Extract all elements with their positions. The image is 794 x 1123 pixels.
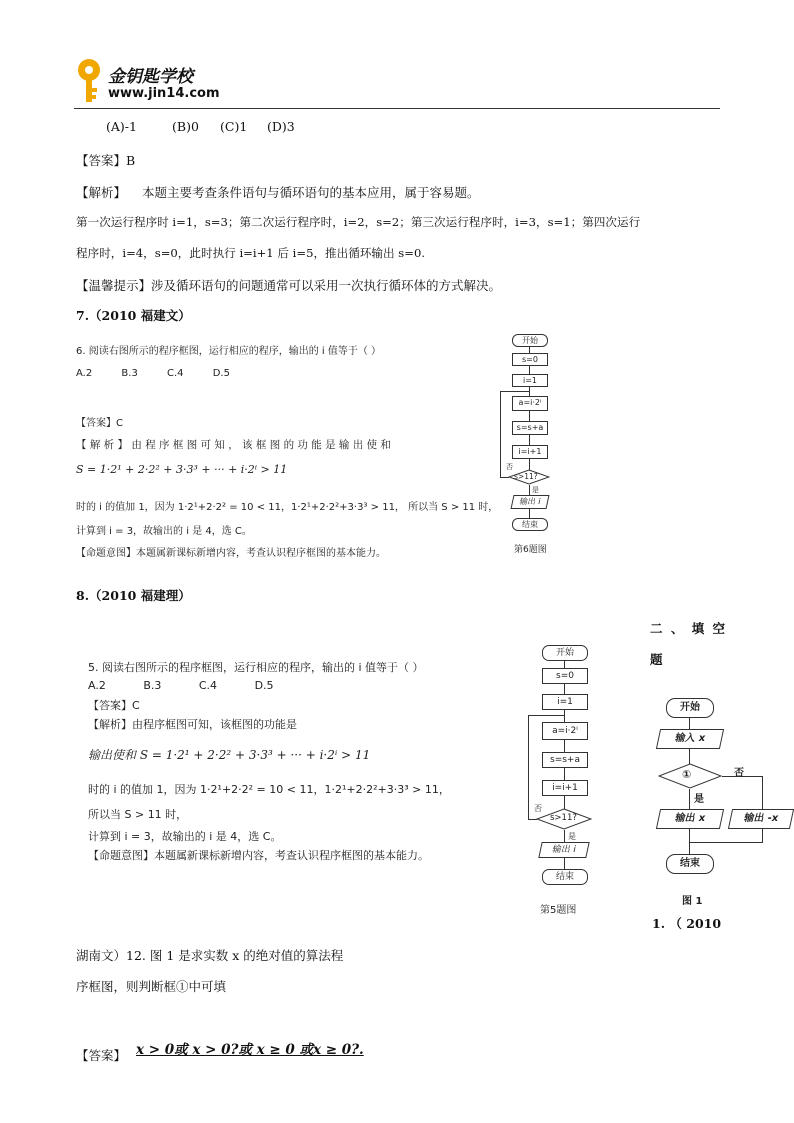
flow-s: s=s+a bbox=[542, 752, 588, 768]
q6-tip bbox=[76, 276, 501, 294]
q8-scanned-block bbox=[88, 657, 508, 867]
flow-end: 结束 bbox=[666, 854, 714, 874]
flow-s0: s=0 bbox=[512, 353, 548, 366]
flow-a: a=i·2ⁱ bbox=[512, 396, 548, 411]
figure-caption: 第5题图 bbox=[540, 905, 577, 916]
flow-yes: 是 bbox=[532, 486, 539, 494]
flow-out1: 输出 x bbox=[656, 809, 724, 829]
q8-choices bbox=[88, 679, 274, 692]
q7-heading: 7.（2010 福建文） bbox=[76, 308, 191, 323]
choice-b: (B)0 bbox=[172, 119, 199, 134]
q8-analysis-3: 所以当 S > 11 时， bbox=[88, 808, 188, 821]
choice: D.5 bbox=[212, 368, 230, 379]
flow-end: 结束 bbox=[512, 518, 548, 531]
q8-analysis-1: 【解析】由程序框图可知，该框图的功能是 bbox=[88, 718, 297, 731]
q6-run-line1: 第一次运行程序时 i=1，s=3；第二次运行程序时，i=2，s=2；第三次运行程序时，i=3，s=1；第四次运行 bbox=[76, 215, 641, 229]
q7-question: 6. 阅读右图所示的程序框图，运行相应的程序，输出的 i 值等于（ ） bbox=[76, 346, 382, 357]
header-rule bbox=[74, 108, 720, 109]
analysis-text: 本题主要考查条件语句与循环语句的基本应用，属于容易题。 bbox=[142, 185, 480, 200]
choice: A.2 bbox=[88, 679, 106, 692]
figure-caption: 图 1 bbox=[682, 896, 703, 907]
q8-question: 5. 阅读右图所示的程序框图，运行相应的程序，输出的 i 值等于（ ） bbox=[88, 661, 424, 674]
choice: A.2 bbox=[76, 368, 93, 379]
flow-yes: 是 bbox=[568, 832, 576, 841]
flow-ii: i=i+1 bbox=[512, 445, 548, 459]
choice-c: (C)1 bbox=[220, 119, 248, 134]
figure-caption: 第6题图 bbox=[514, 545, 547, 555]
q8-formula: 输出使和 S = 1·2¹ + 2·2² + 3·3³ + ··· + i·2ⁱ > 11 bbox=[88, 748, 371, 762]
flow-input: 输入 x bbox=[656, 729, 724, 749]
q7-intent: 【命题意图】本题属新课标新增内容，考查认识程序框图的基本能力。 bbox=[76, 548, 386, 559]
q7-scanned-block bbox=[76, 338, 499, 560]
q7-answer: 【答案】C bbox=[76, 418, 123, 429]
choice-a: (A)-1 bbox=[106, 119, 137, 134]
choice: B.3 bbox=[143, 679, 162, 692]
q7-flowchart bbox=[500, 334, 570, 560]
hunan-line2: 序框图，则判断框①中可填 bbox=[76, 979, 227, 994]
flow-cond: s>11? bbox=[550, 813, 577, 823]
hunan-line1: 湖南文）12. 图 1 是求实数 x 的绝对值的算法程 bbox=[76, 948, 344, 963]
flow-no: 否 bbox=[734, 768, 744, 779]
flow-yes: 是 bbox=[694, 794, 704, 805]
flow-start: 开始 bbox=[666, 698, 714, 718]
choice: B.3 bbox=[121, 368, 138, 379]
flow-out2: 输出 -x bbox=[728, 809, 794, 829]
section2-title-1: 二 、 填 空 bbox=[650, 621, 728, 636]
website-text: www.jin14.com bbox=[108, 86, 220, 101]
q7-analysis-1: 【 解 析 】 由 程 序 框 图 可 知 ， 该 框 图 的 功 能 是 输 出 使 和 bbox=[76, 439, 391, 451]
key-logo-icon bbox=[74, 58, 104, 104]
flow-s0: s=0 bbox=[542, 668, 588, 684]
flow-no: 否 bbox=[506, 463, 513, 471]
flow-out: 输出 i bbox=[511, 495, 550, 509]
q6-run-line2: 程序时，i=4，s=0，此时执行 i=i+1 后 i=5，推出循环输出 s=0. bbox=[76, 246, 426, 260]
flow-cond: ① bbox=[682, 768, 692, 781]
q7-choices bbox=[76, 368, 230, 379]
choice: C.4 bbox=[198, 679, 218, 692]
flow-i1: i=1 bbox=[512, 374, 548, 387]
answer-label: 【答案】 bbox=[76, 1048, 127, 1063]
q6-analysis bbox=[76, 183, 480, 201]
choice-d: (D)3 bbox=[267, 119, 295, 134]
choice: C.4 bbox=[167, 368, 184, 379]
tip-label: 【温馨提示】 bbox=[76, 278, 152, 293]
flow-s: s=s+a bbox=[512, 421, 548, 435]
tip-text: 涉及循环语句的问题通常可以采用一次执行循环体的方式解决。 bbox=[151, 278, 502, 293]
flow-i1: i=1 bbox=[542, 694, 588, 710]
flow-start: 开始 bbox=[542, 645, 588, 661]
flow-no: 否 bbox=[534, 804, 542, 813]
flow-end: 结束 bbox=[542, 869, 588, 885]
hunan-answer bbox=[76, 1046, 126, 1064]
q8-heading: 8.（2010 福建理） bbox=[76, 588, 191, 603]
q8-answer: 【答案】C bbox=[88, 699, 140, 712]
analysis-label: 【解析】 bbox=[76, 185, 127, 200]
q8-flowchart bbox=[520, 645, 610, 920]
fig1-flowchart bbox=[652, 698, 794, 908]
section2-title-2: 题 bbox=[650, 652, 663, 667]
flow-cond: s>11? bbox=[514, 472, 538, 481]
flow-ii: i=i+1 bbox=[542, 780, 588, 796]
hunan-answer-text: x > 0或 x > 0?或 x ≥ 0 或x ≥ 0?. bbox=[136, 1042, 364, 1058]
choice: D.5 bbox=[254, 679, 274, 692]
q8-analysis-4: 计算到 i = 3，故输出的 i 是 4，选 C。 bbox=[88, 830, 282, 843]
q8-intent: 【命题意图】本题属新课标新增内容，考查认识程序框图的基本能力。 bbox=[88, 849, 429, 862]
q7-formula: S = 1·2¹ + 2·2² + 3·3³ + ··· + i·2ⁱ > 11 bbox=[76, 463, 288, 476]
q6-answer: 【答案】B bbox=[76, 153, 136, 168]
flow-out: 输出 i bbox=[538, 842, 589, 858]
q8-analysis-2: 时的 i 的值加 1，因为 1·2¹+2·2² = 10 < 11，1·2¹+2·2²+3·3³ > 11， bbox=[88, 783, 450, 796]
q7-analysis-2: 时的 i 的值加 1，因为 1·2¹+2·2² = 10 < 11，1·2¹+2·2²+3·3³ > 11， 所以当 S > 11 时， bbox=[76, 502, 499, 513]
logo-text: 金钥匙学校 bbox=[108, 67, 193, 87]
section2-item-num: 1. （ 2010 bbox=[652, 916, 722, 931]
flow-a: a=i·2ⁱ bbox=[542, 722, 588, 740]
q7-analysis-3: 计算到 i = 3，故输出的 i 是 4，选 C。 bbox=[76, 526, 252, 537]
flow-start: 开始 bbox=[512, 334, 548, 347]
